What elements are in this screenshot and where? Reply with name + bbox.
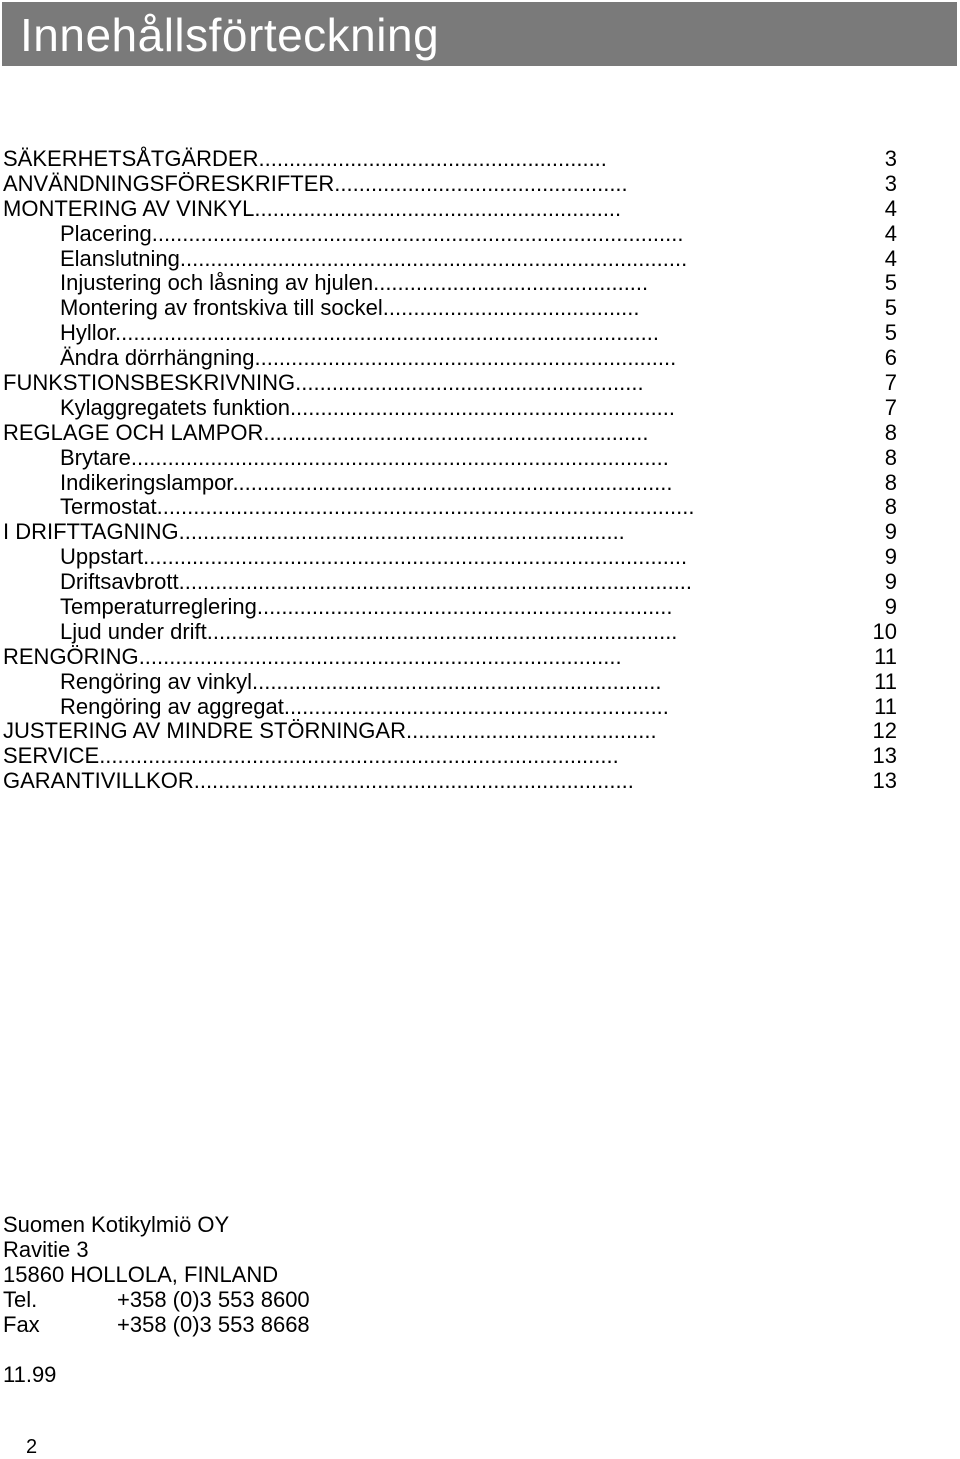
toc-entry-page: 5 xyxy=(884,320,897,346)
toc-entry-label xyxy=(3,370,861,395)
toc-entry-title: REGLAGE OCH LAMPOR xyxy=(3,419,264,445)
toc-entry-label xyxy=(3,718,861,743)
toc-dot-leader: ........................................................................ xyxy=(193,768,634,794)
toc-entry-label xyxy=(3,171,861,196)
toc-entry-page: 8 xyxy=(884,419,897,445)
toc-entry-page: 4 xyxy=(884,195,897,221)
toc-entry-title: Uppstart xyxy=(60,544,144,570)
page-number: 2 xyxy=(26,1436,38,1458)
toc-dot-leader: ........................................................................................ xyxy=(156,494,695,520)
toc-dot-leader: ......................................................... xyxy=(258,146,607,171)
toc-entry-title: Rengöring av aggregat xyxy=(60,693,284,719)
toc-dot-leader: ................................................ xyxy=(334,170,628,196)
toc-entry-title: Ljud under drift xyxy=(60,618,207,644)
toc-dot-leader: .................................................................................... xyxy=(178,569,693,595)
toc-dot-leader: ............................................................ xyxy=(254,195,622,221)
toc-entry-title: MONTERING AV VINKYL xyxy=(3,195,255,221)
toc-entry-title: Kylaggregatets funktion xyxy=(60,394,290,420)
company-name: Suomen Kotikylmiö OY xyxy=(3,1212,230,1237)
toc-entry-label xyxy=(60,470,861,495)
toc-entry xyxy=(3,146,903,171)
toc-entry-label xyxy=(60,594,861,619)
toc-entry-page: 11 xyxy=(874,643,897,669)
toc-entry-page: 10 xyxy=(872,618,897,644)
toc-entry xyxy=(3,669,903,694)
toc-entry-page: 4 xyxy=(884,220,897,246)
toc-entry-title: Indikeringslampor xyxy=(60,469,233,495)
toc-entry-title: Montering av frontskiva till sockel xyxy=(60,295,383,321)
toc-entry-title: Termostat xyxy=(60,494,157,520)
toc-entry-title: Hyllor xyxy=(60,320,116,346)
toc-dot-leader: ................................................................... xyxy=(251,668,662,694)
toc-entry xyxy=(3,420,903,445)
toc-dot-leader: ......................................... xyxy=(405,718,657,744)
toc-dot-leader: .................................................................... xyxy=(256,594,673,620)
toc-entry-label xyxy=(3,743,861,768)
toc-entry-page: 6 xyxy=(884,345,897,371)
toc-entry xyxy=(3,370,903,395)
toc-entry-page: 13 xyxy=(872,768,897,794)
toc-entry-label xyxy=(60,246,861,271)
toc-entry xyxy=(3,196,903,221)
toc-entry-title: I DRIFTTAGNING xyxy=(3,519,179,545)
toc-entry-page: 3 xyxy=(884,146,897,171)
page-title: Innehållsförteckning xyxy=(20,9,440,61)
toc-entry-title: Injustering och låsning av hjulen xyxy=(60,270,374,296)
toc-entry-title: Temperaturreglering xyxy=(60,594,257,620)
toc-entry xyxy=(3,519,903,544)
toc-entry-title: SERVICE xyxy=(3,743,100,769)
toc-entry-label xyxy=(60,445,861,470)
toc-dot-leader: ......................................................................... xyxy=(178,519,625,545)
toc-entry-page: 8 xyxy=(884,494,897,520)
title-bar xyxy=(2,2,957,66)
toc-entry xyxy=(3,694,903,719)
toc-entry-label xyxy=(60,544,861,569)
toc-entry-label xyxy=(60,619,861,644)
toc-dot-leader: ............................................................... xyxy=(263,419,649,445)
toc-entry-page: 13 xyxy=(872,743,897,769)
toc-dot-leader: ......................................................................................... xyxy=(115,320,660,346)
toc-dot-leader: ........................................................................ xyxy=(232,469,673,495)
toc-dot-leader: ............................................................................... xyxy=(138,643,622,669)
toc-dot-leader: ......................................................................................... xyxy=(143,544,688,570)
toc-entry-title: Elanslutning xyxy=(60,245,180,271)
street-address: Ravitie 3 xyxy=(3,1237,89,1262)
toc-entry-title: Driftsavbrott xyxy=(60,569,179,595)
document-date: 11.99 xyxy=(3,1362,57,1387)
fax-number: +358 (0)3 553 8668 xyxy=(117,1312,310,1337)
toc-entry xyxy=(3,171,903,196)
toc-entry-label xyxy=(3,196,861,221)
toc-entry xyxy=(3,345,903,370)
toc-entry xyxy=(3,295,903,320)
toc-entry xyxy=(3,270,903,295)
toc-entry xyxy=(3,320,903,345)
toc-entry xyxy=(3,246,903,271)
toc-entry-page: 3 xyxy=(884,170,897,196)
toc-entry-title: SÄKERHETSÅTGÄRDER xyxy=(3,146,259,171)
toc-entry-page: 9 xyxy=(884,594,897,620)
toc-entry-title: ANVÄNDNINGSFÖRESKRIFTER xyxy=(3,170,335,196)
toc-entry-title: RENGÖRING xyxy=(3,643,139,669)
toc-entry xyxy=(3,569,903,594)
toc-dot-leader: ..................................................................................... xyxy=(99,743,619,769)
toc-entry-label xyxy=(60,295,861,320)
toc-dot-leader: ............................................................... xyxy=(283,693,669,719)
toc-entry-page: 12 xyxy=(872,718,897,744)
toc-entry-label xyxy=(60,320,861,345)
toc-entry xyxy=(3,743,903,768)
toc-entry-label xyxy=(60,221,861,246)
toc-entry-page: 4 xyxy=(884,245,897,271)
toc-entry-page: 8 xyxy=(884,444,897,470)
toc-entry-title: JUSTERING AV MINDRE STÖRNINGAR xyxy=(3,718,406,744)
toc-entry-label xyxy=(60,669,861,694)
toc-entry-page: 7 xyxy=(884,394,897,420)
toc-entry-title: Placering xyxy=(60,220,152,246)
toc-entry xyxy=(3,718,903,743)
fax-label: Fax xyxy=(3,1312,40,1337)
toc-dot-leader: ..................................................................... xyxy=(254,345,677,371)
toc-entry xyxy=(3,494,903,519)
toc-entry-title: Brytare xyxy=(60,444,131,470)
toc-entry-page: 5 xyxy=(884,270,897,296)
toc-entry-label xyxy=(60,395,861,420)
toc-entry-label xyxy=(3,420,861,445)
toc-entry-label xyxy=(60,569,861,594)
toc-entry-page: 11 xyxy=(874,668,897,694)
toc-entry-title: GARANTIVILLKOR xyxy=(3,768,194,794)
toc-entry xyxy=(3,395,903,420)
toc-dot-leader: ........................................................................................ xyxy=(130,444,669,470)
phone-label: Tel. xyxy=(3,1287,38,1312)
toc-entry-page: 9 xyxy=(884,519,897,545)
toc-entry-title: Ändra dörrhängning xyxy=(60,345,255,371)
toc-entry xyxy=(3,445,903,470)
toc-entry-title: Rengöring av vinkyl xyxy=(60,668,252,694)
toc-entry-label xyxy=(3,768,861,793)
toc-dot-leader: ......................................................... xyxy=(295,370,644,396)
phone-number: +358 (0)3 553 8600 xyxy=(117,1287,310,1312)
toc-entry xyxy=(3,644,903,669)
toc-entry-page: 9 xyxy=(884,544,897,570)
toc-entry xyxy=(3,594,903,619)
toc-entry-page: 9 xyxy=(884,569,897,595)
city-line: 15860 HOLLOLA, FINLAND xyxy=(3,1262,279,1287)
toc-entry-label xyxy=(60,494,861,519)
toc-entry xyxy=(3,470,903,495)
toc-entry xyxy=(3,619,903,644)
toc-entry-label xyxy=(60,345,861,370)
address-block xyxy=(3,1212,310,1337)
toc-dot-leader: ....................................................................................... xyxy=(151,220,684,246)
toc-entry xyxy=(3,221,903,246)
toc-entry-page: 7 xyxy=(884,370,897,396)
toc-entry-label xyxy=(3,519,861,544)
toc-entry-label xyxy=(3,644,861,669)
toc-entry-label xyxy=(60,270,861,295)
toc-entry-label xyxy=(60,694,861,719)
fax-line xyxy=(3,1312,310,1337)
toc-dot-leader: ................................................................................... xyxy=(179,245,688,271)
toc-entry-page: 8 xyxy=(884,469,897,495)
toc-entry-page: 11 xyxy=(874,693,897,719)
toc-entry-page: 5 xyxy=(884,295,897,321)
toc-entry xyxy=(3,768,903,793)
toc-dot-leader: ............................................................................. xyxy=(206,618,678,644)
phone-line xyxy=(3,1287,310,1312)
toc-entry-label xyxy=(3,146,861,171)
table-of-contents xyxy=(3,146,903,793)
toc-dot-leader: .......................................... xyxy=(382,295,640,321)
toc-entry xyxy=(3,544,903,569)
toc-dot-leader: ............................................. xyxy=(373,270,649,296)
toc-entry-title: FUNKSTIONSBESKRIVNING xyxy=(3,370,296,396)
toc-dot-leader: ............................................................... xyxy=(289,394,676,420)
